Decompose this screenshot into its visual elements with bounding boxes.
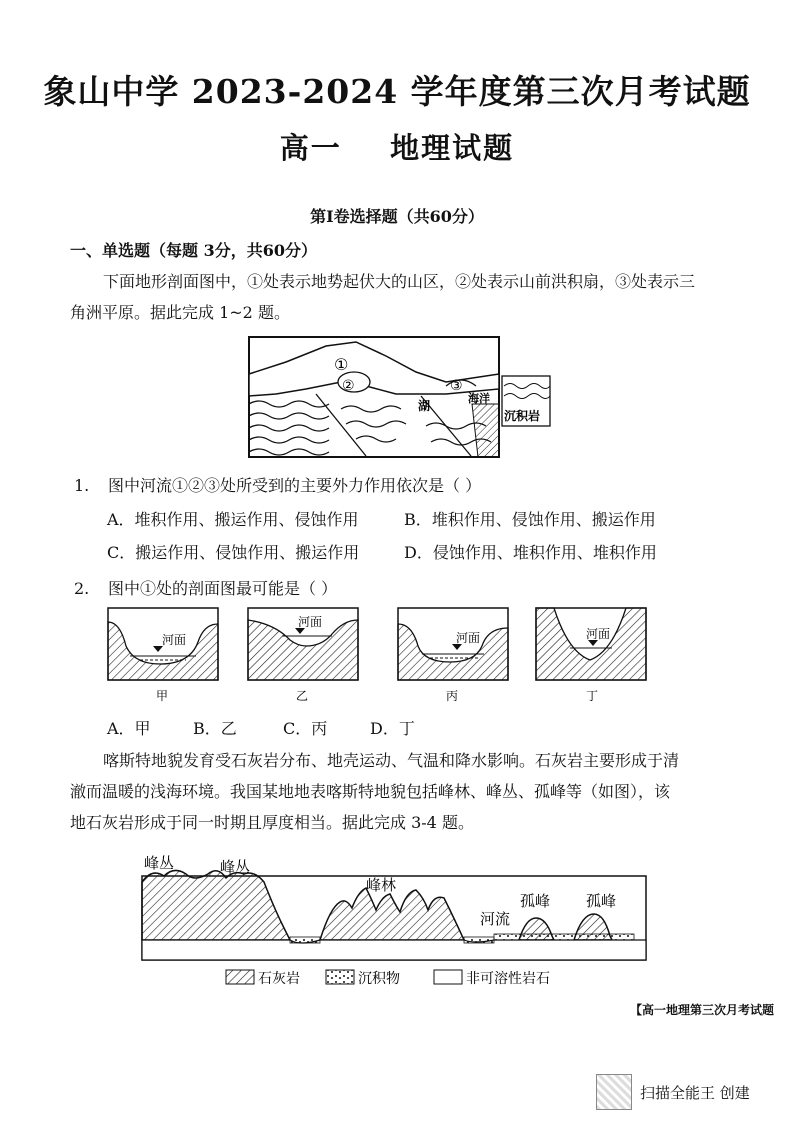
legend-sediment: 沉积物	[358, 971, 400, 987]
caption-bing: 丙	[446, 689, 459, 703]
label-2: ②	[342, 378, 355, 394]
passage-1-line: 角洲平原。据此完成 1~2 题。	[70, 303, 290, 322]
question-2	[74, 576, 337, 599]
karst-landform-figure	[134, 848, 674, 993]
label-gufeng-1: 孤峰	[520, 892, 551, 910]
river-surface-label: 河面	[586, 627, 611, 641]
question-stem: 图中河流①②③处所受到的主要外力作用依次是（ ）	[108, 476, 482, 495]
profile-jia	[108, 608, 218, 703]
caption-yi: 乙	[296, 689, 309, 703]
passage-1-line: 下面地形剖面图中，①处表示地势起伏大的山区，②处表示山前洪积扇，③处表示三	[103, 272, 696, 291]
label-fengcong-1: 峰丛	[144, 854, 175, 872]
q1-option-a[interactable]: A．堆积作用、搬运作用、侵蚀作用	[107, 510, 359, 529]
q2-option-c[interactable]: C．丙	[283, 719, 328, 738]
label-fengcong-2: 峰丛	[220, 858, 251, 876]
caption-ding: 丁	[586, 689, 599, 703]
q2-option-a[interactable]: A．甲	[107, 719, 151, 738]
river-surface-label: 河面	[298, 615, 323, 629]
question-1	[74, 473, 481, 496]
profile-ding	[536, 608, 646, 703]
exam-title: 象山中学 2023-2024 学年度第三次月考试题	[43, 72, 751, 111]
section-title: 第I卷选择题（共60分）	[310, 207, 484, 226]
label-1: ①	[334, 355, 349, 374]
qr-code-icon	[596, 1074, 632, 1110]
scanner-watermark: 扫描全能王 创建	[640, 1084, 750, 1102]
q1-option-c[interactable]: C．搬运作用、侵蚀作用、搬运作用	[107, 543, 360, 562]
river-surface-label: 河面	[162, 633, 187, 647]
sea-label: 海洋	[468, 392, 490, 405]
passage-2-line: 喀斯特地貌发育受石灰岩分布、地壳运动、气温和降水影响。石灰岩主要形成于清	[103, 751, 680, 770]
passage-1	[70, 266, 720, 328]
label-fenglin: 峰林	[366, 876, 397, 894]
figure1-legend	[502, 376, 550, 426]
label-gufeng-2: 孤峰	[586, 892, 617, 910]
page-footer: 【高一地理第三次月考试题	[629, 1003, 774, 1017]
exam-subtitle: 高一 地理试题	[279, 131, 515, 165]
river-surface-label: 河面	[456, 631, 481, 645]
question-number: 1.	[74, 476, 90, 495]
lake-label: 湖	[418, 399, 431, 413]
legend-limestone: 石灰岩	[258, 971, 300, 987]
q1-option-d[interactable]: D．侵蚀作用、堆积作用、堆积作用	[404, 543, 657, 562]
profile-bing	[398, 608, 508, 703]
label-3: ③	[450, 378, 463, 394]
legend-sedimentary: 沉积岩	[504, 409, 541, 423]
question-number: 2.	[74, 579, 90, 598]
river-profiles-figure	[100, 606, 660, 710]
passage-2	[70, 745, 720, 838]
figure2-legend	[226, 970, 550, 987]
passage-2-line: 澈而温暖的浅海环境。我国某地地表喀斯特地貌包括峰林、峰丛、孤峰等（如图），该	[70, 782, 671, 801]
q2-option-b[interactable]: B．乙	[193, 719, 237, 738]
caption-jia: 甲	[156, 689, 169, 703]
q2-option-d[interactable]: D．丁	[370, 719, 415, 738]
legend-insoluble-rock: 非可溶性岩石	[466, 971, 550, 987]
question-stem: 图中①处的剖面图最可能是（ ）	[108, 579, 338, 598]
part-heading: 一、单选题（每题 3分，共60分）	[70, 241, 317, 260]
terrain-section-figure	[246, 334, 556, 462]
q1-option-b[interactable]: B．堆积作用、侵蚀作用、搬运作用	[404, 510, 656, 529]
label-river: 河流	[480, 910, 511, 928]
profile-yi	[248, 608, 358, 703]
passage-2-line: 地石灰岩形成于同一时期且厚度相当。据此完成 3-4 题。	[70, 813, 474, 832]
